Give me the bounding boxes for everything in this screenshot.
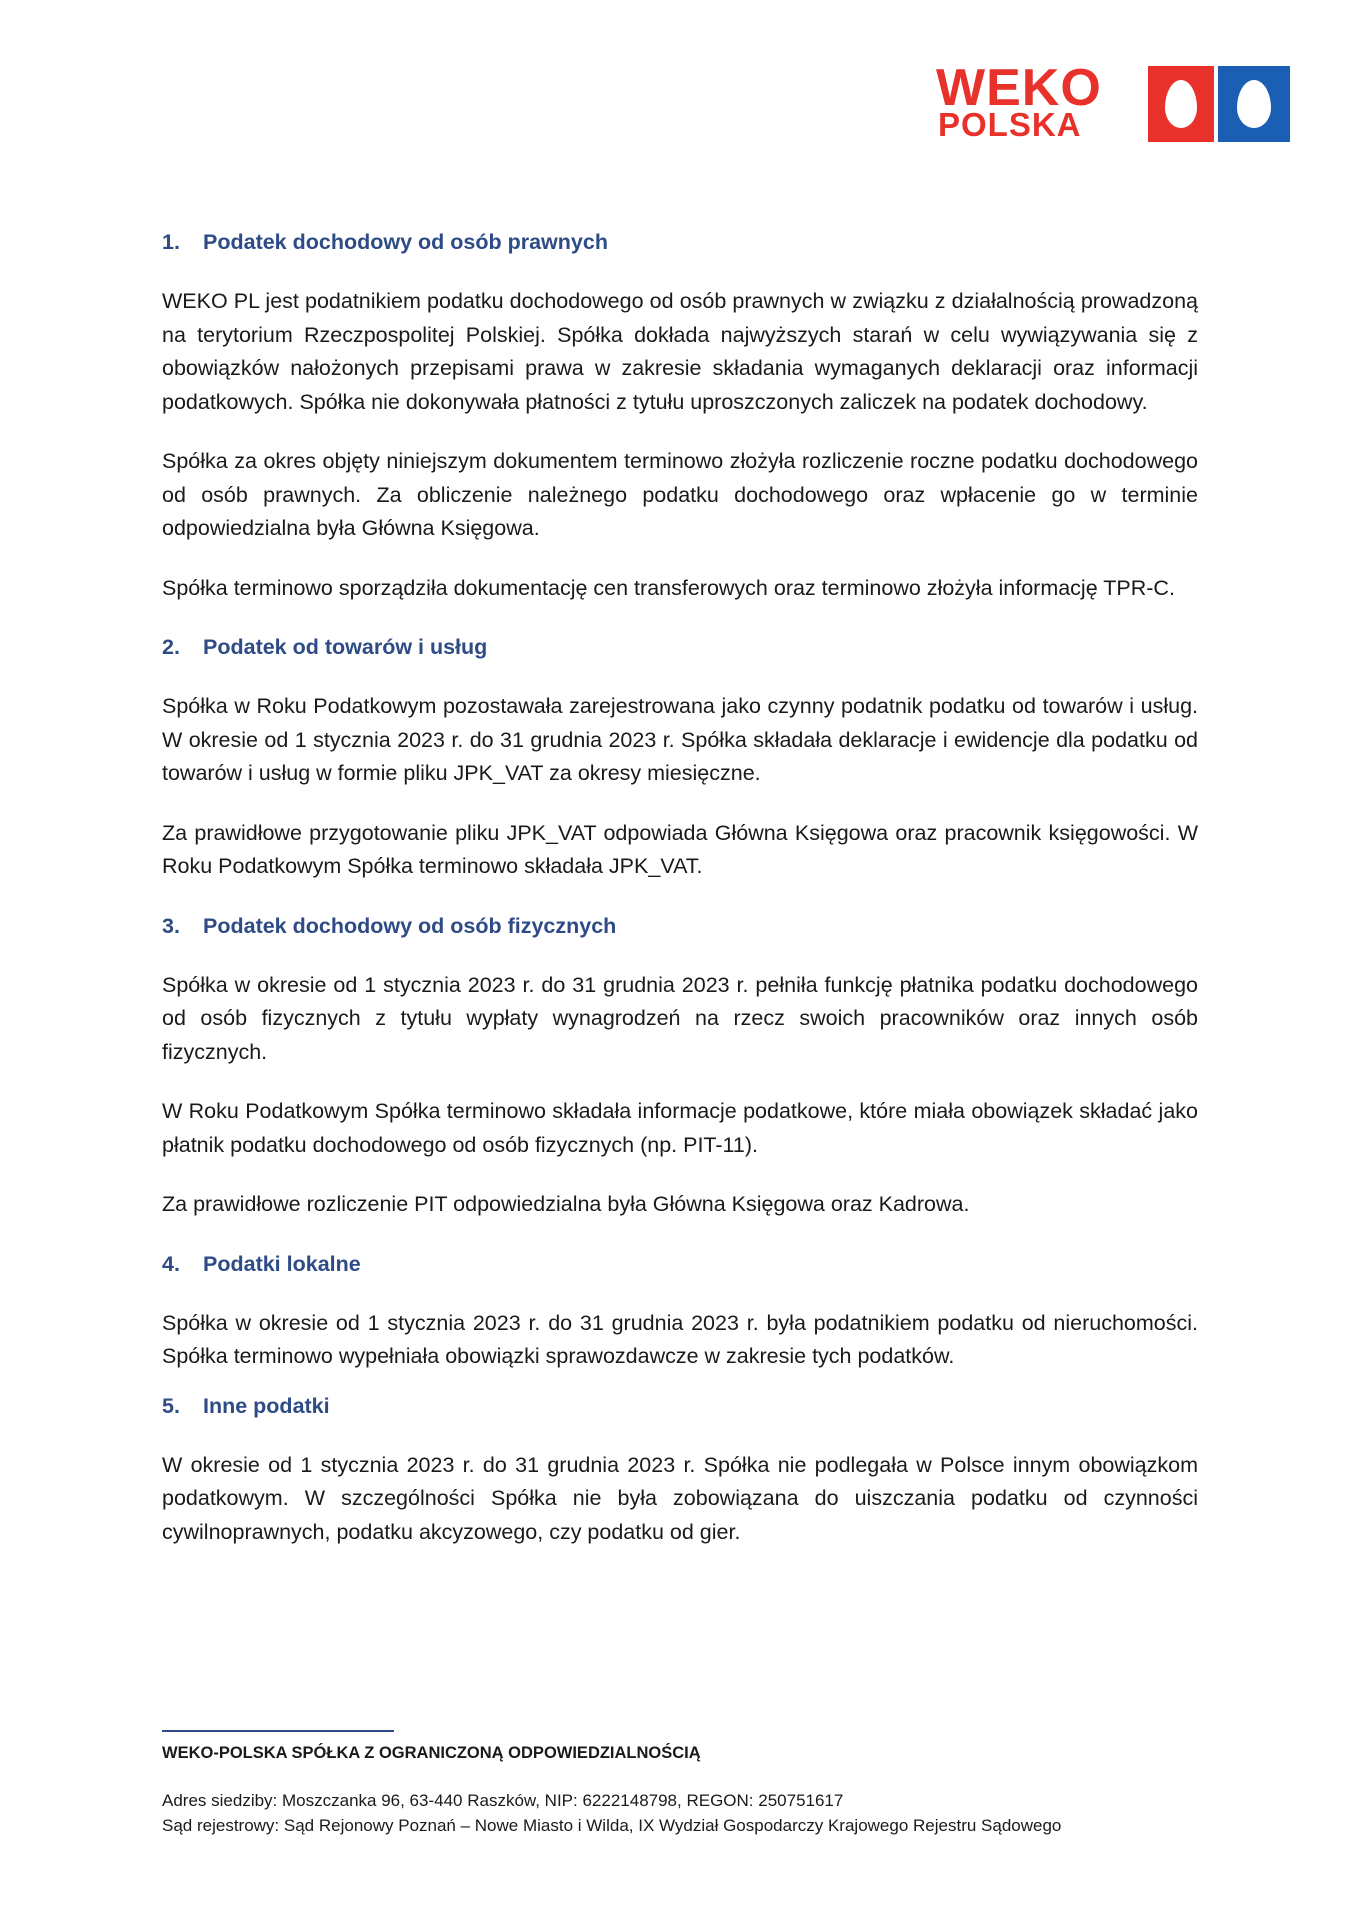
logo-blue-egg-icon [1218, 66, 1290, 142]
logo-wordmark [936, 59, 1136, 143]
section-title: Podatek dochodowy od osób prawnych [203, 230, 608, 254]
section-title: Podatki lokalne [203, 1251, 361, 1276]
section-heading-5 [162, 1390, 1198, 1422]
section-heading-3 [162, 910, 1198, 942]
footer-divider [162, 1730, 394, 1732]
section-number: 1. [162, 230, 180, 254]
logo-line-weko: WEKO [936, 59, 1102, 117]
paragraph: Spółka w okresie od 1 stycznia 2023 r. do 31 grudnia 2023 r. była podatnikiem podatku od nieruchomości. Spółka terminowo wypełniała obowiązki sprawozdawcze w zakresie tych podatków. [162, 1310, 1198, 1368]
logo-line-polska: POLSKA [938, 106, 1082, 143]
paragraph: W okresie od 1 stycznia 2023 r. do 31 grudnia 2023 r. Spółka nie podlegała w Polsce innym obowiązkom podatkowym. W szczególności Spółka nie była zobowiązana do uiszczania podatku od czynności cywilnoprawnych, podatku akcyzowego, czy podatku od gier. [162, 1452, 1198, 1544]
section-title: Podatek od towarów i usług [203, 635, 488, 659]
paragraph: W Roku Podatkowym Spółka terminowo składała informacje podatkowe, które miała obowiązek składać jako płatnik podatku dochodowego od osób fizycznych (np. PIT-11). [162, 1099, 1198, 1157]
section-heading-1 [162, 226, 1198, 258]
footer-address: Adres siedziby: Moszczanka 96, 63-440 Raszków, NIP: 6222148798, REGON: 250751617 [162, 1791, 844, 1810]
section-number: 3. [162, 913, 180, 938]
section-title: Podatek dochodowy od osób fizycznych [203, 913, 617, 938]
paragraph: WEKO PL jest podatnikiem podatku dochodowego od osób prawnych w związku z działalnością prowadzoną na terytorium Rzeczpospolitej Polskiej. Spółka dokłada najwyższych starań w celu wywiązywania się z obowiązków nałożonych przepisami prawa w zakresie składania wymaganych deklaracji oraz informacji podatkowych. Spółka nie dokonywała płatności z tytułu uproszczonych zaliczek na podatek dochodowy. [162, 289, 1198, 414]
section-number: 4. [162, 1251, 180, 1276]
section-heading-2 [162, 631, 1198, 663]
paragraph: Spółka w Roku Podatkowym pozostawała zarejestrowana jako czynny podatnik podatku od towarów i usług. W okresie od 1 stycznia 2023 r. do 31 grudnia 2023 r. Spółka składała deklaracje i ewidencje dla podatku od towarów i usług w formie pliku JPK_VAT za okresy miesięczne. [162, 694, 1198, 785]
paragraph: Za prawidłowe przygotowanie pliku JPK_VAT odpowiada Główna Księgowa oraz pracownik księgowości. W Roku Podatkowym Spółka terminowo składała JPK_VAT. [162, 820, 1198, 878]
footer-court: Sąd rejestrowy: Sąd Rejonowy Poznań – Nowe Miasto i Wilda, IX Wydział Gospodarczy Krajowego Rejestru Sądowego [162, 1816, 1062, 1835]
paragraph: Spółka terminowo sporządziła dokumentację cen transferowych oraz terminowo złożyła informację TPR-C. [162, 575, 1175, 600]
section-title: Inne podatki [203, 1393, 330, 1418]
logo-red-egg-icon [1148, 66, 1214, 142]
section-number: 2. [162, 635, 180, 659]
paragraph: Za prawidłowe rozliczenie PIT odpowiedzialna była Główna Księgowa oraz Kadrowa. [162, 1192, 970, 1216]
paragraph: Spółka za okres objęty niniejszym dokumentem terminowo złożyła rozliczenie roczne podatku dochodowego od osób prawnych. Za obliczenie należnego podatku dochodowego oraz wpłacenie go w terminie odpowiedzialna była Główna Księgowa. [162, 449, 1198, 540]
company-logo [936, 59, 1290, 143]
section-heading-4 [162, 1248, 1198, 1280]
document-body [162, 220, 1198, 1549]
paragraph: Spółka w okresie od 1 stycznia 2023 r. do 31 grudnia 2023 r. pełniła funkcję płatnika podatku dochodowego od osób fizycznych z tytułu wypłaty wynagrodzeń na rzecz swoich pracowników oraz innych osób fizycznych. [162, 972, 1198, 1064]
page-footer [162, 1730, 1198, 1838]
section-number: 5. [162, 1393, 180, 1418]
footer-company-name: WEKO-POLSKA SPÓŁKA Z OGRANICZONĄ ODPOWIEDZIALNOŚCIĄ [162, 1744, 701, 1762]
